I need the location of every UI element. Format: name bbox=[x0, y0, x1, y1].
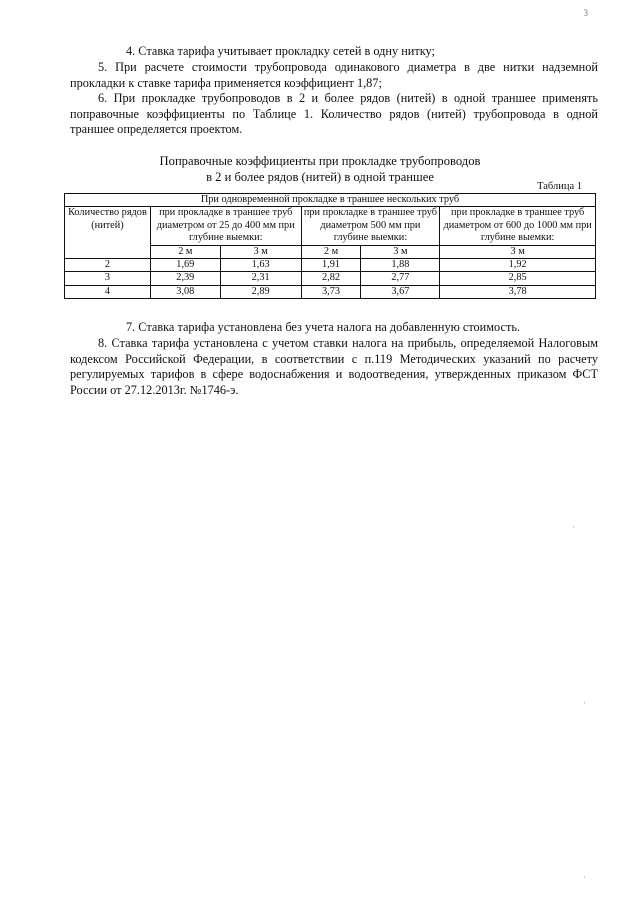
table-header-groups bbox=[65, 207, 596, 245]
table-caption bbox=[120, 153, 520, 185]
row-count-cell: 4 bbox=[65, 285, 151, 298]
depth-header: 2 м bbox=[301, 245, 361, 258]
table-cell: 3,73 bbox=[301, 285, 361, 298]
header-rows-count: Количество рядов (нитей) bbox=[65, 207, 151, 259]
table-caption-line1: Поправочные коэффициенты при прокладке трубопроводов bbox=[159, 154, 481, 168]
paragraph-4: 4. Ставка тарифа учитывает прокладку сетей в одну нитку; bbox=[126, 44, 435, 58]
table-row bbox=[65, 259, 596, 272]
table-cell: 2,39 bbox=[150, 272, 220, 285]
table-cell: 2,89 bbox=[220, 285, 301, 298]
table-row bbox=[65, 272, 596, 285]
table-cell: 3,67 bbox=[361, 285, 440, 298]
table-cell: 1,63 bbox=[220, 259, 301, 272]
scan-speck: · bbox=[572, 522, 575, 532]
header-group-25-400: при прокладке в траншее труб диаметром от 25 до 400 мм при глубине выемки: bbox=[150, 207, 301, 245]
depth-header: 3 м bbox=[220, 245, 301, 258]
table-cell: 3,78 bbox=[440, 285, 596, 298]
table-row bbox=[65, 285, 596, 298]
table-cell: 1,69 bbox=[150, 259, 220, 272]
scan-speck: · bbox=[583, 698, 586, 708]
table-header-row bbox=[65, 194, 596, 207]
table-cell: 1,91 bbox=[301, 259, 361, 272]
header-main: При одновременной прокладке в траншее нескольких труб bbox=[65, 194, 596, 207]
row-count-cell: 2 bbox=[65, 259, 151, 272]
header-group-500: при прокладке в траншее труб диаметром 500 мм при глубине выемки: bbox=[301, 207, 440, 245]
scan-speck: · bbox=[583, 872, 586, 882]
table-cell: 1,88 bbox=[361, 259, 440, 272]
depth-header: 3 м bbox=[361, 245, 440, 258]
table-cell: 1,92 bbox=[440, 259, 596, 272]
page-number: 3 bbox=[583, 8, 588, 18]
table-number: Таблица 1 bbox=[537, 181, 582, 192]
coefficients-table bbox=[64, 193, 596, 299]
depth-header: 2 м bbox=[150, 245, 220, 258]
paragraph-6: 6. При прокладке трубопроводов в 2 и более рядов (нитей) в одной траншее применять поправочные коэффициенты по Таблице 1. Количество рядов (нитей) трубопровода в одной траншее определяется проектом. bbox=[70, 91, 598, 136]
table-cell: 2,31 bbox=[220, 272, 301, 285]
table-cell: 2,85 bbox=[440, 272, 596, 285]
table-caption-line2: в 2 и более рядов (нитей) в одной траншее bbox=[206, 170, 434, 184]
depth-header: 3 м bbox=[440, 245, 596, 258]
row-count-cell: 3 bbox=[65, 272, 151, 285]
table-cell: 2,77 bbox=[361, 272, 440, 285]
header-group-600-1000: при прокладке в траншее труб диаметром от 600 до 1000 мм при глубине выемки: bbox=[440, 207, 596, 245]
paragraph-8: 8. Ставка тарифа установлена с учетом ставки налога на прибыль, определяемой Налоговым кодексом Российской Федерации, в соответствии с п.119 Методических указаний по расчету регулируемых тарифов в сфере водоснабжения и водоотведения, утвержденных приказом ФСТ России от 27.12.2013г. №1746-э. bbox=[70, 336, 598, 397]
table-cell: 2,82 bbox=[301, 272, 361, 285]
paragraph-7: 7. Ставка тарифа установлена без учета налога на добавленную стоимость. bbox=[126, 320, 521, 334]
table-cell: 3,08 bbox=[150, 285, 220, 298]
paragraph-5: 5. При расчете стоимости трубопровода одинакового диаметра в две нитки надземной прокладки к ставке тарифа применяется коэффициент 1,87; bbox=[70, 60, 598, 90]
